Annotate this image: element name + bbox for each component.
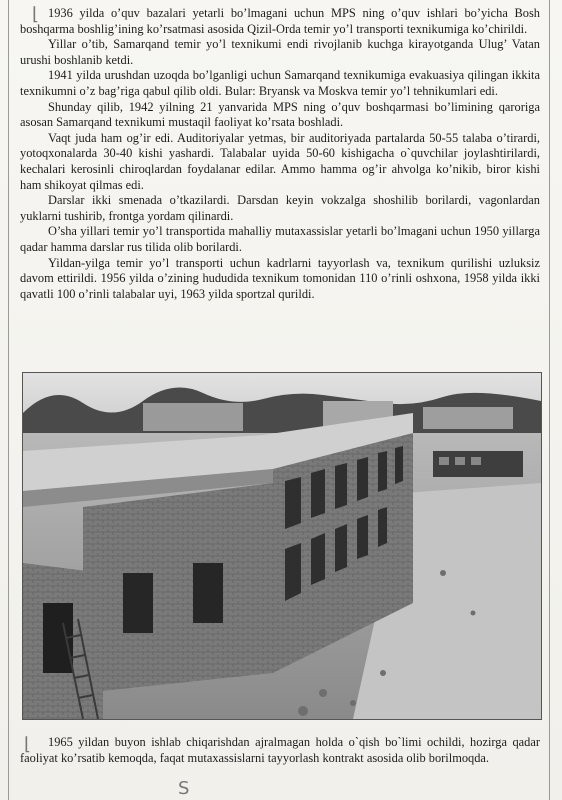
main-text (20, 6, 540, 302)
construction-photo-drawing (23, 373, 541, 719)
paragraph-1: 1936 yilda o’quv bazalari yetarli bo’lmagani uchun MPS ning o’quv ishlari bo’yicha Bosh boshqarma boshlig’ining ko’rsatmasi asosida Qizil-Orda temir yo’l transporti texnikumiga ko’chirildi. (20, 6, 540, 36)
paragraph-2: Yillar o’tib, Samarqand temir yo’l texnikumi endi rivojlanib kuchga kirayotganda Ulug’ Vatan urushi boshlanib ketdi. (20, 37, 540, 67)
margin-mark-end: S (178, 778, 190, 799)
margin-mark-top: ⌊ (32, 4, 40, 25)
paragraph-4: Shunday qilib, 1942 yilning 21 yanvarida MPS ning o’quv boshqarmasi bo’limining qaroriga asosan Samarqand texnikumi mustaqil faoliyat ko’rsata boshladi. (20, 99, 540, 130)
margin-mark-bottom: ⌊ (24, 734, 32, 755)
paragraph-bottom: 1965 yildan buyon ishlab chiqarishdan ajralmagan holda o`qish bo`limi ochildi, hozirga qadar faoliyat ko’rsatib kemoqda, faqat mutaxassislarni tayyorlash kontrakt asosida olib borilmoqda. (20, 735, 540, 765)
bottom-text (20, 735, 540, 766)
paragraph-8: Yildan-yilga temir yo’l transporti uchun kadrlarni tayyorlash va, texnikum qurilishi uzluksiz davom ettirildi. 1956 yilda o’zining hududida texnikum tomonidan 110 o’rinli oshxona, 1958 yilda ikki qavatli 100 o’rinli talabalar uyi, 1963 yilda sportzal qurildi. (20, 255, 540, 301)
photo-front-wall (83, 483, 273, 693)
paragraph-6: Darslar ikki smenada o’tkazilardi. Darsdan keyin vokzalga shoshilib borilardi, vagonlardan yuklarni tushirib, frontga yordam qilinardi. (20, 193, 540, 223)
construction-photo (22, 372, 542, 720)
paragraph-3: 1941 yilda urushdan uzoqda bo’lganligi uchun Samarqand texnikumiga evakuasiya qilingan ikkita texnikumni o’z bag’riga qabul qilib oldi. Bular: Bryansk va Moskva temir yo’l tehnikumlari edi. (20, 68, 540, 98)
paragraph-7: O’sha yillari temir yo’l transportida mahalliy mutaxassislar yetarli bo’lmagani uchun 1950 yillarga qadar hamma darslar rus tilida olib borilardi. (20, 224, 540, 254)
paragraph-5: Vaqt juda ham og’ir edi. Auditoriyalar yetmas, bir auditoriyada partalarda 50-55 talaba o’tirardi, yotoqxonalarda 30-40 kishi yashardi. Talabalar uyida 50-60 kishigacha o`quvchilar joylashtirilardi, kechalari kerosinli chiroqlardan foydalanar edilar. Ammo hamma og’ir ahvolga ko’nikib, biror kishi ham shikoyat qilmas edi. (20, 130, 540, 192)
